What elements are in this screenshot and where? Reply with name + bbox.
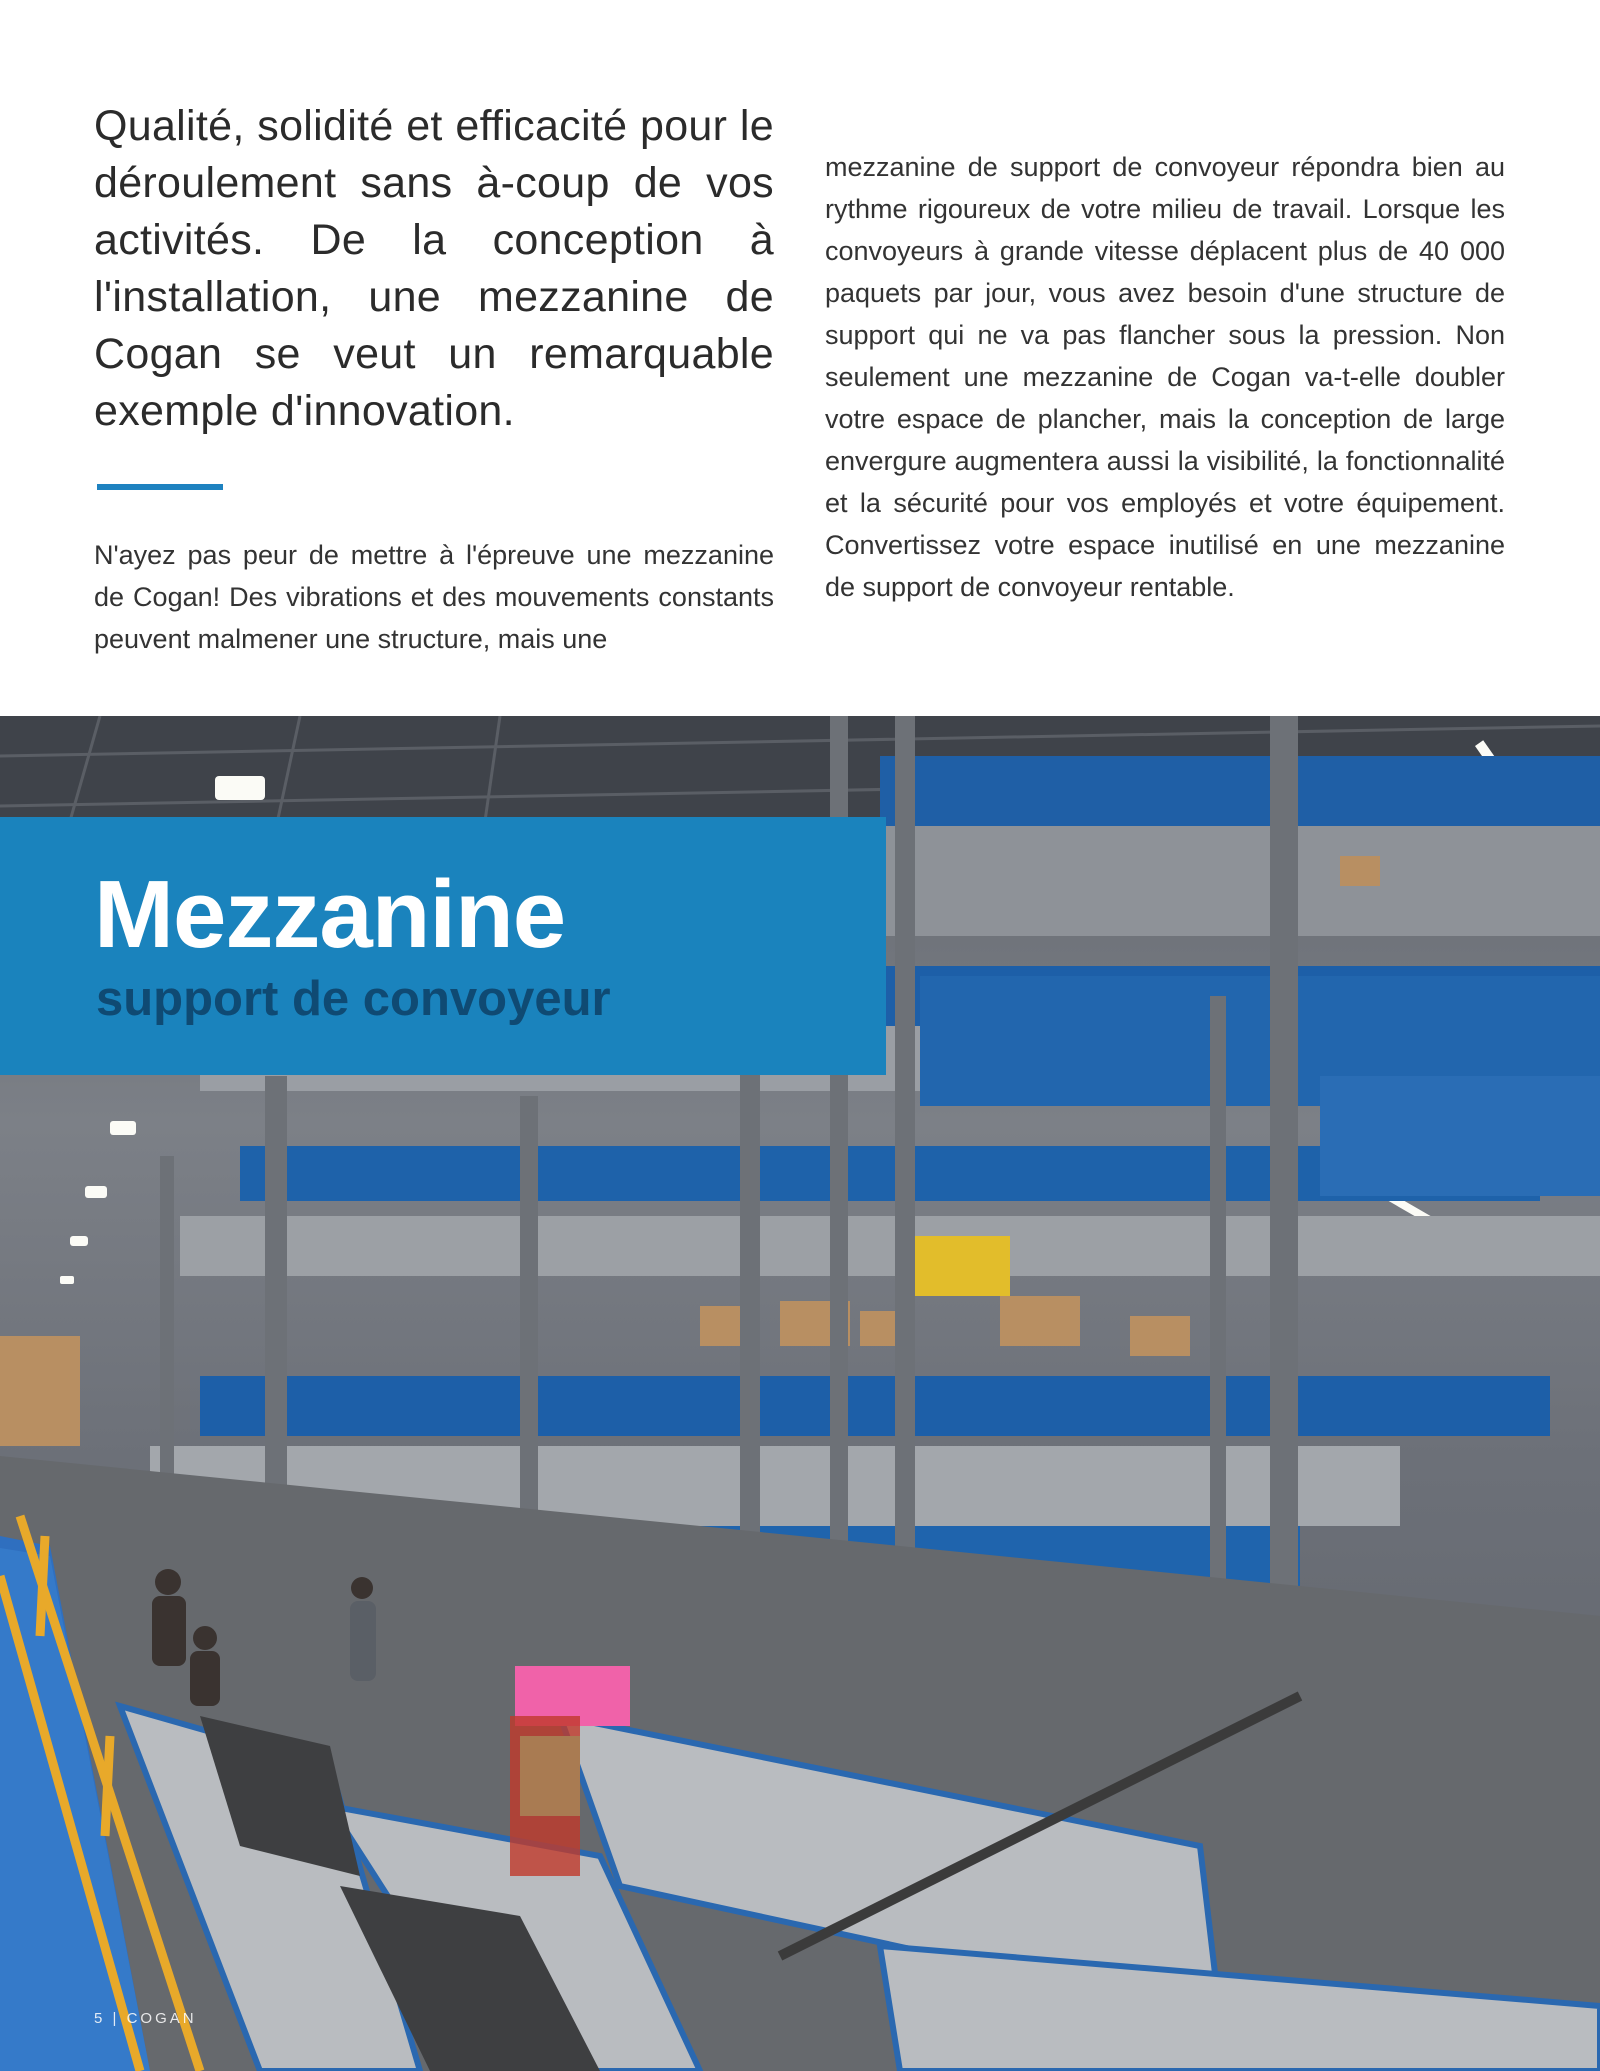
banner-title: Mezzanine [94, 861, 566, 968]
body-paragraph-left: N'ayez pas peur de mettre à l'épreuve une mezzanine de Cogan! Des vibrations et des mouvements constants peuvent malmener une structure, mais une [94, 540, 774, 654]
right-column [825, 146, 1505, 608]
left-column [94, 98, 774, 660]
lead-paragraph: Qualité, solidité et efficacité pour le déroulement sans à-coup de vos activités. De la conception à l'installation, une mezzanine de Cogan se veut un remarquable exemple d'innovation. [94, 102, 774, 435]
title-banner [0, 817, 886, 1075]
banner-subtitle: support de convoyeur [96, 972, 611, 1026]
body-paragraph-right: mezzanine de support de convoyeur répondra bien au rythme rigoureux de votre milieu de travail. Lorsque les convoyeurs à grande vitesse déplacent plus de 40 000 paquets par jour, vous avez besoin d'une structure de support qui ne va pas flancher sous la pression. Non seulement une mezzanine de Cogan va-t-elle doubler votre espace de plancher, mais la conception de large envergure augmentera aussi la visibilité, la fonctionnalité et la sécurité pour vos employés et votre équipement. Convertissez votre espace inutilisé en une mezzanine de support de convoyeur rentable. [825, 152, 1505, 602]
page-footer: 5 | COGAN [94, 2010, 197, 2027]
accent-divider [97, 484, 223, 490]
